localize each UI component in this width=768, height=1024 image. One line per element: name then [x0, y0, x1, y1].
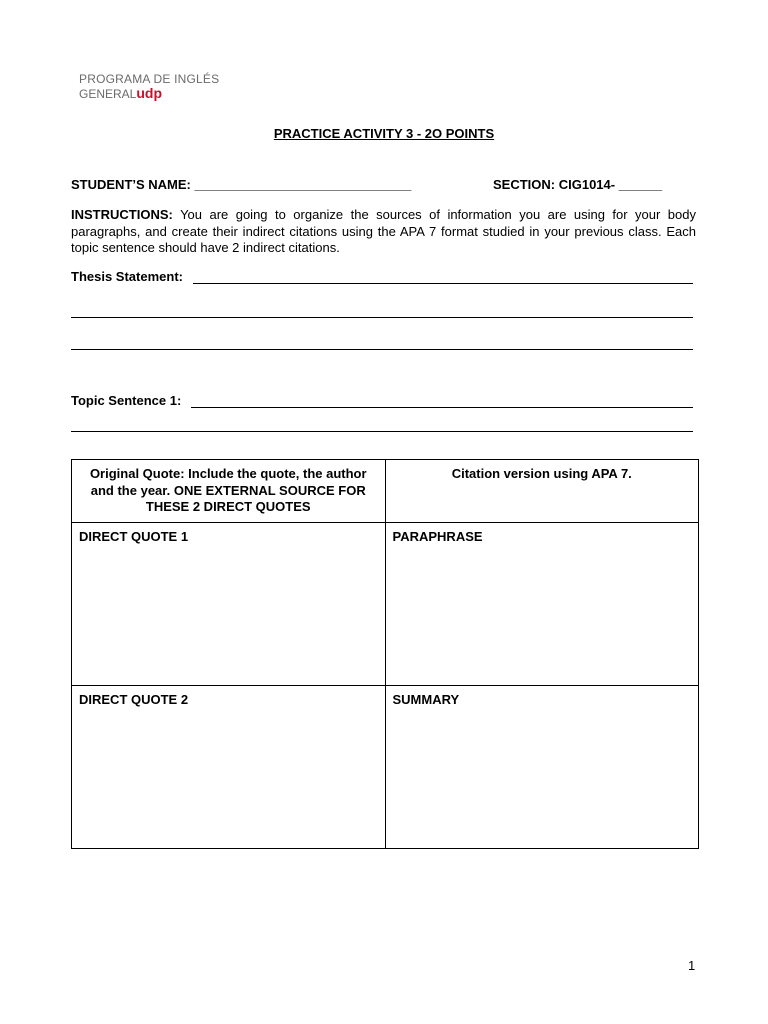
logo-udp-text: udp [136, 85, 163, 101]
table-row [72, 685, 699, 848]
cell-direct-quote-2[interactable]: DIRECT QUOTE 2 [72, 685, 386, 848]
thesis-statement-label: Thesis Statement: [71, 269, 183, 284]
topic-line-2 [71, 431, 693, 432]
instructions-lead: INSTRUCTIONS: [71, 207, 173, 222]
thesis-line-3 [71, 349, 693, 350]
cell-direct-quote-1[interactable]: DIRECT QUOTE 1 [72, 522, 386, 685]
cell-summary[interactable]: SUMMARY [385, 685, 699, 848]
table-header-row [72, 460, 699, 523]
page-title: PRACTICE ACTIVITY 3 - 2O POINTS [273, 126, 495, 141]
header-citation-version: Citation version using APA 7. [385, 460, 699, 523]
header-original-quote: Original Quote: Include the quote, the author and the year. ONE EXTERNAL SOURCE FOR THESE 2 DIRECT QUOTES [72, 460, 386, 523]
thesis-line-1 [193, 283, 693, 284]
cell-paraphrase[interactable]: PARAPHRASE [385, 522, 699, 685]
student-name-label: STUDENT’S NAME: ______________________________ [71, 177, 412, 192]
topic-sentence-label: Topic Sentence 1: [71, 393, 182, 408]
instructions-text: You are going to organize the sources of information you are using for your body paragraphs, and create their indirect citations using the APA 7 format studied in your previous class. Each topic sentence should have 2 indirect citations. [71, 207, 696, 255]
citation-table [71, 459, 699, 849]
program-logo [79, 72, 219, 101]
table-row [72, 522, 699, 685]
section-label: SECTION: CIG1014- ______ [493, 177, 663, 192]
logo-line-2 [79, 86, 219, 101]
logo-line-1: PROGRAMA DE INGLÉS [79, 72, 220, 86]
logo-general-text: GENERAL [79, 87, 137, 101]
thesis-line-2 [71, 317, 693, 318]
page-number: 1 [688, 958, 696, 973]
topic-line-1 [191, 407, 693, 408]
instructions-paragraph [71, 207, 696, 257]
